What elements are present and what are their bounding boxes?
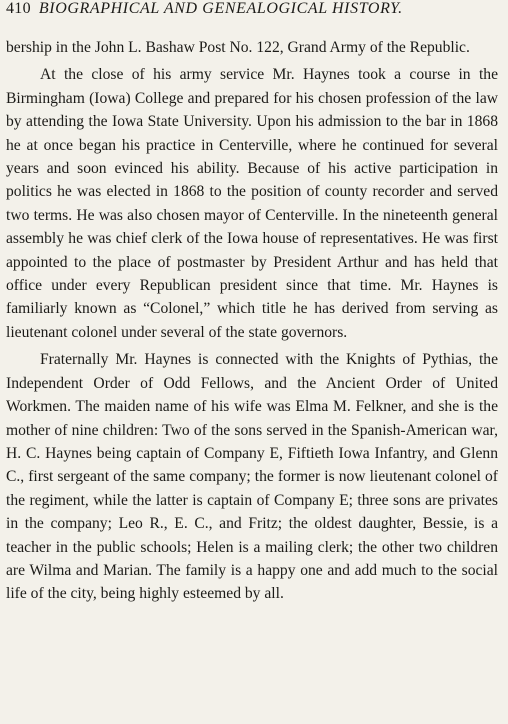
running-head [6, 0, 498, 30]
body-text [6, 36, 498, 606]
page-number: 410 [6, 0, 31, 17]
paragraph-continued: bership in the John L. Bashaw Post No. 122, Grand Army of the Republic. [6, 39, 470, 56]
paragraph-career: At the close of his army service Mr. Haynes took a course in the Birmingham (Iowa) College and prepared for his chosen profession of the law by attending the Iowa State University. Upon his admission to the bar in 1868 he at once began his practice in Centerville, where he continued for several years and soon evinced his ability. Because of his active participation in politics he was elected in 1868 to the position of county recorder and served two terms. He was also chosen mayor of Centerville. In the nineteenth general assembly he was chief clerk of the Iowa house of representatives. He was first appointed to the place of postmaster by President Arthur and has held that office under every Republican president since that time. Mr. Haynes is familiarly known as “Colonel,” which title he has derived from serving as lieutenant colonel under several of the state governors. [6, 66, 498, 341]
paragraph-family: Fraternally Mr. Haynes is connected with the Knights of Pythias, the Independent Order of Odd Fellows, and the Ancient Order of United Workmen. The maiden name of his wife was Elma M. Felkner, and she is the mother of nine children: Two of the sons served in the Spanish-American war, H. C. Haynes being captain of Company E, Fiftieth Iowa Infantry, and Glenn C., first sergeant of the same company; the former is now lieutenant colonel of the regiment, while the latter is captain of Company E; three sons are privates in the company; Leo R., E. C., and Fritz; the oldest daughter, Bessie, is a teacher in the public schools; Helen is a mailing clerk; the other two children are Wilma and Marian. The family is a happy one and add much to the social life of the city, being highly esteemed by all. [6, 351, 498, 603]
running-title: BIOGRAPHICAL AND GENEALOGICAL HISTORY. [38, 0, 403, 17]
